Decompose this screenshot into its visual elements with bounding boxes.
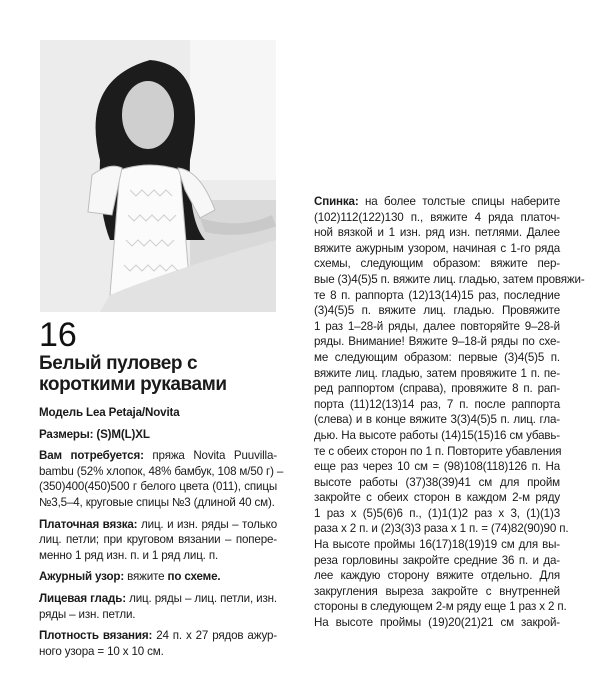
back-text: на более толстые спицы наберите — [365, 195, 560, 208]
stockinette-paragraph — [39, 591, 277, 622]
back-line: ряды. Внимание! Вяжите 9–18-й ряды по схе- — [314, 335, 560, 349]
pattern-title: Белый пуловер с короткими рукавами — [39, 353, 227, 395]
back-line: вяжите ажурным узором, начиная с 1-го ряда — [314, 241, 560, 255]
stockinette-line-1 — [39, 591, 277, 607]
back-line: еще раз через 10 см = (98)108(118)126 п. На — [314, 460, 560, 474]
back-line: порта (11)12(13)14 раз, 7 п. после раппорта — [314, 397, 560, 411]
gauge-paragraph — [39, 628, 277, 659]
materials-paragraph — [39, 448, 284, 510]
stockinette-line: ряды – изн. петли. — [39, 607, 136, 621]
back-line: 1 раз х (5)5(6)6 п., (1)1(1)2 раз х 3, (1)(1)3 — [314, 506, 560, 520]
stockinette-label: Лицевая гладь: — [39, 591, 126, 605]
materials-text: пряжа Novita Puuvilla- — [152, 449, 277, 463]
lace-pre: вяжите — [127, 570, 165, 584]
back-line: закругления выреза закройте с внутренней — [314, 584, 560, 598]
back-label: Спинка: — [314, 195, 359, 208]
back-instructions — [314, 194, 585, 631]
back-line-1 — [314, 194, 560, 210]
materials-line-1 — [39, 448, 277, 464]
stockinette-text: лиц. ряды – лиц. петли, изн. — [129, 591, 277, 605]
back-line: (3)4(5)5 п. вяжите лиц. гладью. Провяжите — [314, 304, 560, 318]
gauge-label: Плотность вязания: — [39, 629, 153, 643]
garter-line: менно 1 ряд изн. п. и 1 ряд лиц. п. — [39, 548, 219, 562]
back-line: (слева) и в конце вяжите 3(3)4(5)5 п. лиц. гла- — [314, 413, 560, 427]
back-line: дью. На высоте работы (14)15(15)16 см убавь- — [314, 428, 560, 442]
back-line: стороны в следующем 2-м ряду еще 1 раз х 2 п. — [314, 600, 567, 614]
back-line: На высоте проймы 16(17)18(19)19 см для вы- — [314, 538, 560, 552]
garter-paragraph — [39, 517, 277, 564]
model-photo-illustration — [40, 40, 276, 312]
lace-chart-reference: по схеме. — [167, 570, 221, 584]
left-column — [39, 405, 284, 659]
back-line: 1 раз 1–28-й ряды, далее повторяйте 9–28-й — [314, 319, 560, 333]
gauge-line-1 — [39, 628, 277, 644]
materials-line: (350)400(450)500 г белого цвета (011), спицы — [39, 480, 277, 494]
sizes-paragraph — [39, 427, 277, 443]
gauge-line: ного узора = 10 х 10 см. — [39, 644, 164, 658]
model-credit: Модель Lea Petaja/Novita — [39, 406, 180, 419]
back-line: (102)112(122)130 п., вяжите 4 ряда платоч- — [314, 210, 560, 224]
back-line: схемы, следующим образом: вяжите пер- — [314, 257, 560, 271]
back-line: раза х 2 п. и (2)3(3)3 раза х 1 п. = (74)82(90)90 п. — [314, 522, 569, 536]
materials-label: Вам потребуется: — [39, 449, 144, 463]
lace-paragraph — [39, 569, 277, 585]
back-line: закройте с обеих сторон в каждом 2-м ряду — [314, 491, 560, 505]
garter-label: Платочная вязка: — [39, 517, 138, 531]
garter-line: лиц. петли; при круговом вязании – попере- — [39, 533, 277, 547]
pattern-number: 16 — [39, 316, 77, 354]
back-line: вяжите лиц. гладью, затем провяжите 1 п. пе- — [314, 366, 560, 380]
sizes-value: (S)M(L)XL — [96, 427, 150, 441]
garter-text: лиц. и изн. ряды – только — [141, 517, 277, 531]
right-column — [314, 194, 585, 631]
materials-line: №3,5–4, круговые спицы №3 (длиной 40 см). — [39, 495, 275, 509]
back-line: высоте работы (37)38(39)41 см для пройм — [314, 475, 560, 489]
back-line: На высоте проймы (19)20(21)21 см закрой- — [314, 616, 560, 630]
back-line: те с обеих сторон по 1 п. Повторите убавления — [314, 444, 562, 458]
back-line: ме следующим образом: первые (3)4(5)5 п. — [314, 350, 560, 364]
back-line: вые (3)4(5)5 п. вяжите лиц. гладью, затем провяжи- — [314, 272, 585, 286]
back-line: ной вязкой и 1 изн. ряд изн. петлями. Далее — [314, 226, 560, 240]
model-photo — [40, 40, 276, 312]
garter-line-1 — [39, 517, 277, 533]
lace-label: Ажурный узор: — [39, 570, 125, 584]
back-line: лее каждую сторону вяжите отдельно. Для — [314, 569, 560, 583]
materials-line: bambu (52% хлопок, 48% бамбук, 108 м/50 г) – — [39, 464, 284, 478]
back-line: реза горловины закройте средние 36 п. и да- — [314, 553, 560, 567]
back-line: те 8 п. раппорта (12)13(14)15 раз, последние — [314, 288, 560, 302]
back-line: ред раппортом (справа), провяжите 8 п. рап- — [314, 382, 560, 396]
sizes-label: Размеры: — [39, 427, 94, 441]
gauge-text: 24 п. х 27 рядов ажур- — [156, 629, 277, 643]
